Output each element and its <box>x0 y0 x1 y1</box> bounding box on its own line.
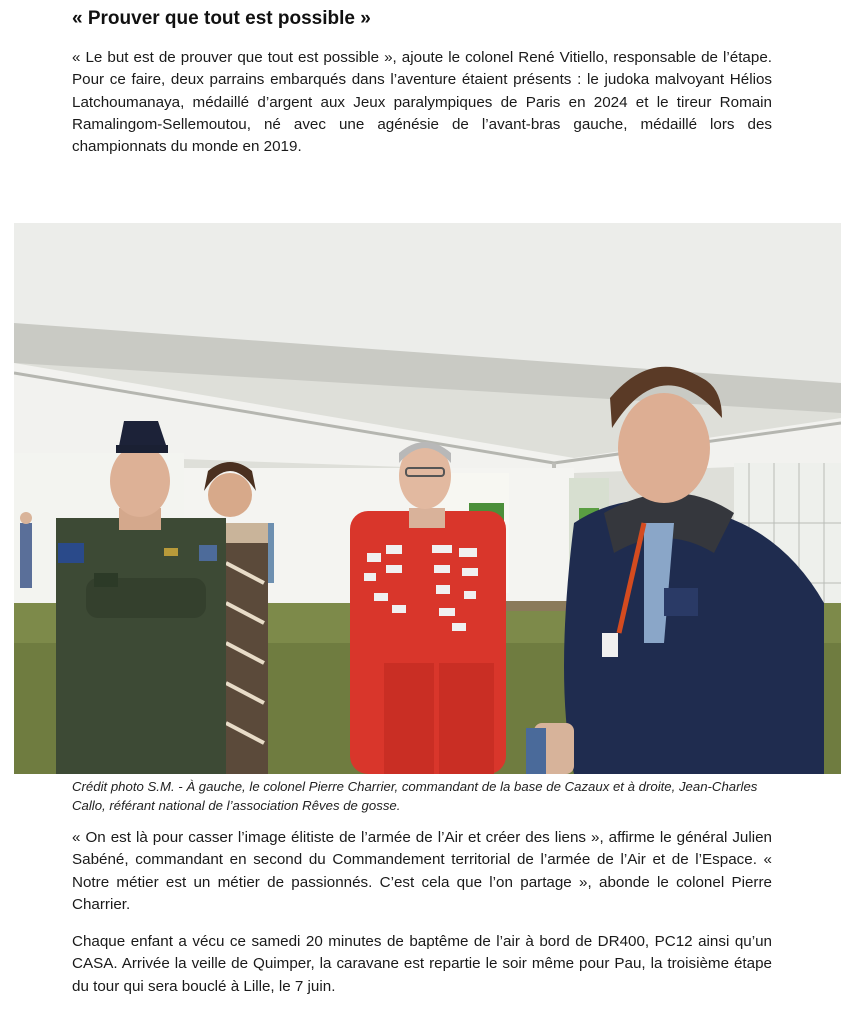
section-heading: « Prouver que tout est possible » <box>72 8 371 29</box>
article-paragraph-2: « On est là pour casser l’image élitiste de l’armée de l’Air et créer des liens », affirme le général Julien Sabéné, commandant en second du Commandement territorial de l’armée de l’Air et de l’Espace. « Notre métier est un métier de passionnés. C’est cela que l’on partage », abonde le colonel Pierre Charrier. <box>72 829 772 913</box>
article-paragraph-3: Chaque enfant a vécu ce samedi 20 minutes de baptême de l’air à bord de DR400, PC12 ainsi qu’un CASA. Arrivée la veille de Quimper, la caravane est repartie le soir même pour Pau, la troisième étape du tour qui sera bouclé à Lille, le 7 juin. <box>72 933 772 995</box>
article-paragraph-1: « Le but est de prouver que tout est possible », ajoute le colonel René Vitiello, responsable de l’étape. Pour ce faire, deux parrains embarqués dans l’aventure étaient présents : le judoka malvoyant Hélios Latchoumanaya, médaillé d’argent aux Jeux paralympiques de Paris en 2024 et le tireur Romain Ramalingom-Sellemoutou, né avec une agénésie de l’avant-bras gauche, médaillé lors des championnats du monde en 2019. <box>72 49 772 156</box>
photo-caption: Crédit photo S.M. - À gauche, le colonel Pierre Charrier, commandant de la base de Cazaux et à droite, Jean-Charles Callo, référant national de l’association Rêves de gosse. <box>72 779 758 813</box>
article-photo <box>14 223 841 774</box>
